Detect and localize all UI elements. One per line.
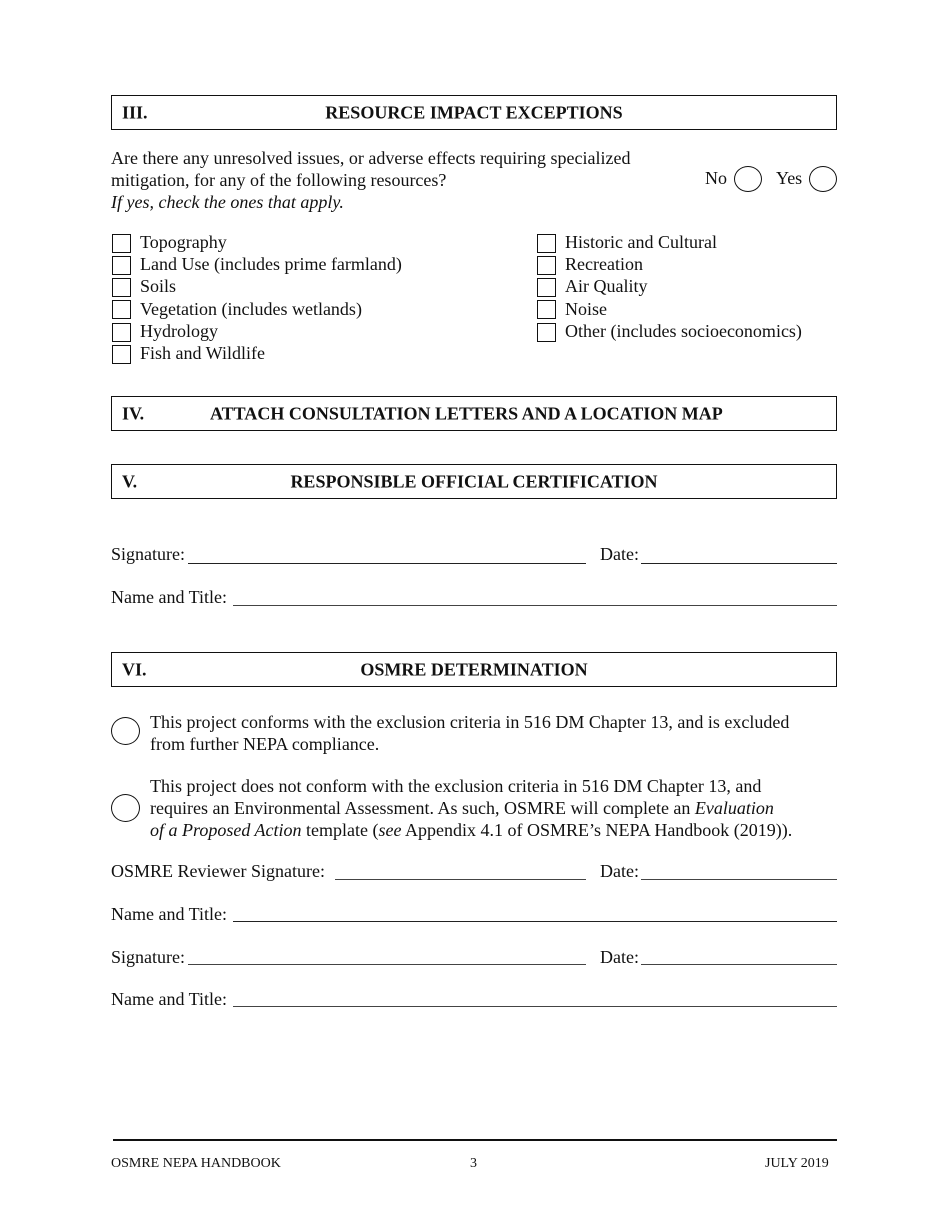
option-text-italic: of a Proposed Action — [150, 820, 302, 840]
section-number: V. — [122, 471, 138, 491]
section-iv-header — [111, 396, 837, 431]
question-line-2: mitigation, for any of the following resources? — [111, 170, 447, 190]
option-line: from further NEPA compliance. — [150, 734, 380, 754]
option-text: Appendix 4.1 of OSMRE’s NEPA Handbook (2019)). — [401, 820, 793, 840]
second-name-title-label: Name and Title: — [111, 989, 227, 1009]
signature-label: Signature: — [111, 544, 185, 564]
not-conforms-option-text — [150, 775, 792, 841]
checkbox-historic-cultural[interactable] — [537, 234, 556, 253]
section-title: ATTACH CONSULTATION LETTERS AND A LOCATION MAP — [210, 403, 723, 423]
date-label: Date: — [600, 544, 639, 564]
section-title: RESOURCE IMPACT EXCEPTIONS — [325, 102, 623, 122]
checkbox-hydrology[interactable] — [112, 323, 131, 342]
not-conforms-radio[interactable] — [111, 794, 140, 822]
checkbox-fish-wildlife[interactable] — [112, 345, 131, 364]
second-signature-label: Signature: — [111, 947, 185, 967]
option-text-italic: see — [378, 820, 402, 840]
section-title: RESPONSIBLE OFFICIAL CERTIFICATION — [290, 471, 658, 491]
date-line[interactable] — [641, 563, 837, 564]
checkbox-label: Historic and Cultural — [565, 232, 717, 252]
name-title-label: Name and Title: — [111, 587, 227, 607]
checkbox-label: Hydrology — [140, 321, 218, 341]
question-instruction: If yes, check the ones that apply. — [111, 192, 344, 212]
checkbox-topography[interactable] — [112, 234, 131, 253]
section-vi-header — [111, 652, 837, 687]
footer-rule — [113, 1139, 837, 1141]
footer-date: JULY 2019 — [765, 1156, 829, 1171]
checkbox-label: Topography — [140, 232, 227, 252]
section-title: OSMRE DETERMINATION — [360, 659, 588, 679]
checkbox-label: Land Use (includes prime farmland) — [140, 254, 402, 274]
checkbox-label: Soils — [140, 276, 177, 296]
second-date-label: Date: — [600, 947, 639, 967]
option-text: requires an Environmental Assessment. As such, OSMRE will complete an — [150, 798, 695, 818]
section-number: VI. — [122, 659, 147, 679]
reviewer-date-line[interactable] — [641, 879, 837, 880]
no-radio[interactable] — [734, 166, 762, 192]
section-number: III. — [122, 102, 148, 122]
checkbox-label: Noise — [565, 299, 607, 319]
checkbox-land-use[interactable] — [112, 256, 131, 275]
reviewer-signature-label: OSMRE Reviewer Signature: — [111, 861, 325, 881]
checkbox-label: Other (includes socioeconomics) — [565, 321, 802, 341]
reviewer-name-title-label: Name and Title: — [111, 904, 227, 924]
reviewer-date-label: Date: — [600, 861, 639, 881]
section-number: IV. — [122, 403, 145, 423]
checkbox-noise[interactable] — [537, 300, 556, 319]
second-name-title-line[interactable] — [233, 1006, 837, 1007]
option-text: template ( — [301, 820, 379, 840]
option-line: This project conforms with the exclusion criteria in 516 DM Chapter 13, and is excluded — [150, 712, 790, 732]
second-date-line[interactable] — [641, 964, 837, 965]
reviewer-signature-line[interactable] — [335, 879, 586, 880]
option-text-italic: Evaluation — [694, 798, 774, 818]
checkbox-vegetation[interactable] — [112, 300, 131, 319]
option-line: This project does not conform with the exclusion criteria in 516 DM Chapter 13, and — [150, 776, 762, 796]
checkbox-label: Air Quality — [565, 276, 648, 296]
checkbox-label: Vegetation (includes wetlands) — [140, 299, 362, 319]
page-number: 3 — [470, 1156, 477, 1171]
question-line-1: Are there any unresolved issues, or adverse effects requiring specialized — [111, 148, 631, 168]
no-label: No — [705, 168, 727, 188]
checkbox-label: Recreation — [565, 254, 643, 274]
checkbox-other[interactable] — [537, 323, 556, 342]
second-signature-line[interactable] — [188, 964, 586, 965]
footer-handbook-title: OSMRE NEPA HANDBOOK — [111, 1156, 281, 1171]
checkbox-air-quality[interactable] — [537, 278, 556, 297]
signature-line[interactable] — [188, 563, 586, 564]
conforms-radio[interactable] — [111, 717, 140, 745]
option-line — [150, 819, 792, 841]
resource-question — [111, 147, 630, 213]
option-line — [150, 797, 792, 819]
reviewer-name-title-line[interactable] — [233, 921, 837, 922]
checkbox-soils[interactable] — [112, 278, 131, 297]
checkbox-recreation[interactable] — [537, 256, 556, 275]
section-iii-header — [111, 95, 837, 130]
yes-label: Yes — [776, 168, 803, 188]
yes-radio[interactable] — [809, 166, 837, 192]
conforms-option-text — [150, 711, 789, 755]
section-v-header — [111, 464, 837, 499]
name-title-line[interactable] — [233, 605, 837, 606]
checkbox-label: Fish and Wildlife — [140, 343, 265, 363]
